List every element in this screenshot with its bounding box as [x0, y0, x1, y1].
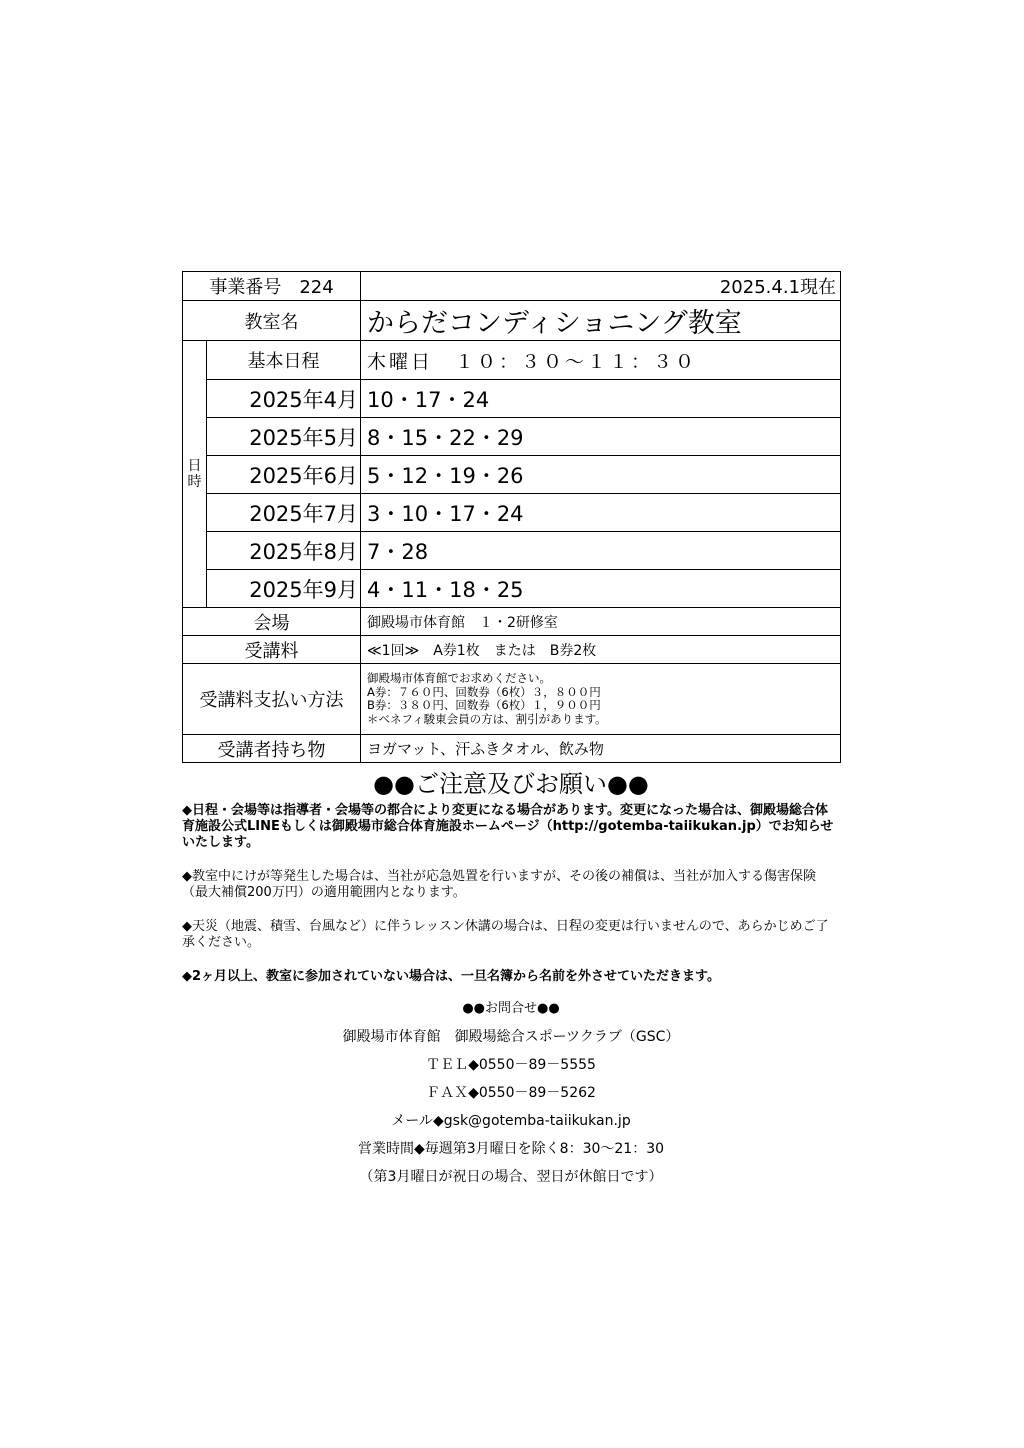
month-row — [183, 570, 841, 608]
class-info-sheet — [182, 271, 840, 1191]
payment-row — [183, 664, 841, 735]
month-label: 2025年6月 — [207, 456, 361, 494]
payment-line: B券：３８０円、回数券（6枚）１，９００円 — [367, 698, 601, 712]
contact-hours-note: （第3月曜日が祝日の場合、翌日が休館日です） — [359, 1169, 663, 1185]
month-label: 2025年4月 — [207, 380, 361, 418]
notice-item: ◆日程・会場等は指導者・会場等の都合により変更になる場合があります。変更になった場合は、御殿場総合体育施設公式LINEもしくは御殿場市総合体育施設ホームページ（http://gotemba-taiikukan.jp）でお知らせいたします。 — [182, 803, 834, 850]
fee-label: 受講料 — [183, 636, 361, 664]
contact-hours: 営業時間◆毎週第3月曜日を除く8：30～21：30 — [357, 1141, 665, 1157]
class-name-row — [183, 301, 841, 341]
month-dates: 3・10・17・24 — [361, 494, 841, 532]
fee-row — [183, 636, 841, 664]
contact-section — [182, 995, 840, 1191]
notice-item: ◆2ヶ月以上、教室に参加されていない場合は、一旦名簿から名前を外させていただきます。 — [182, 969, 721, 984]
schedule-side-label — [183, 341, 207, 608]
class-name: からだコンディショニング教室 — [361, 301, 841, 341]
venue-value: 御殿場市体育館 １・2研修室 — [361, 608, 841, 636]
project-number: 事業番号 224 — [183, 272, 361, 301]
project-row — [183, 272, 841, 301]
month-row — [183, 380, 841, 418]
month-label: 2025年9月 — [207, 570, 361, 608]
month-label: 2025年8月 — [207, 532, 361, 570]
month-row — [183, 456, 841, 494]
month-row — [183, 532, 841, 570]
schedule-side-text: 日時 — [187, 458, 202, 490]
notice-title: ●●ご注意及びお願い●● — [373, 770, 649, 798]
payment-line: ＊ベネフィ駿東会員の方は、割引があります。 — [367, 711, 607, 726]
payment-label: 受講料支払い方法 — [183, 664, 361, 735]
month-label: 2025年7月 — [207, 494, 361, 532]
notice-item: ◆教室中にけが等発生した場合は、当社が応急処置を行いますが、その後の補償は、当社が加入する傷害保険（最大補償200万円）の適用範囲内となります。 — [182, 869, 816, 900]
contact-org: 御殿場市体育館 御殿場総合スポーツクラブ（GSC） — [342, 1029, 680, 1045]
month-row — [183, 418, 841, 456]
basic-schedule-row — [183, 341, 841, 380]
class-name-label: 教室名 — [183, 301, 361, 341]
fee-value: ≪1回≫ A券1枚 または B券2枚 — [361, 636, 841, 664]
month-dates: 10・17・24 — [361, 380, 841, 418]
month-dates: 5・12・19・26 — [361, 456, 841, 494]
contact-tel: ＴＥＬ◆0550－89－5555 — [426, 1057, 596, 1073]
as-of-date: 2025.4.1現在 — [361, 272, 841, 301]
payment-line: 御殿場市体育館でお求めください。 — [367, 671, 552, 685]
contact-title: ●●お問合せ●● — [462, 1001, 560, 1016]
basic-schedule-label: 基本日程 — [207, 341, 361, 380]
venue-label: 会場 — [183, 608, 361, 636]
class-info-table — [182, 271, 841, 763]
contact-fax: ＦＡＸ◆0550－89－5262 — [426, 1085, 596, 1101]
bring-label: 受講者持ち物 — [183, 735, 361, 763]
payment-line: A券：７６０円、回数券（6枚）３，８００円 — [367, 684, 601, 699]
payment-details — [361, 664, 841, 735]
bring-value: ヨガマット、汗ふきタオル、飲み物 — [361, 735, 841, 763]
venue-row — [183, 608, 841, 636]
month-dates: 7・28 — [361, 532, 841, 570]
month-dates: 8・15・22・29 — [361, 418, 841, 456]
month-label: 2025年5月 — [207, 418, 361, 456]
month-row — [183, 494, 841, 532]
basic-schedule-value: 木曜日 １０：３０～１１：３０ — [361, 341, 841, 380]
month-dates: 4・11・18・25 — [361, 570, 841, 608]
bring-row — [183, 735, 841, 763]
notice-item: ◆天災（地震、積雪、台風など）に伴うレッスン休講の場合は、日程の変更は行いませんので、あらかじめご了承ください。 — [182, 919, 829, 950]
contact-mail: メール◆gsk@gotemba-taiikukan.jp — [391, 1113, 631, 1129]
